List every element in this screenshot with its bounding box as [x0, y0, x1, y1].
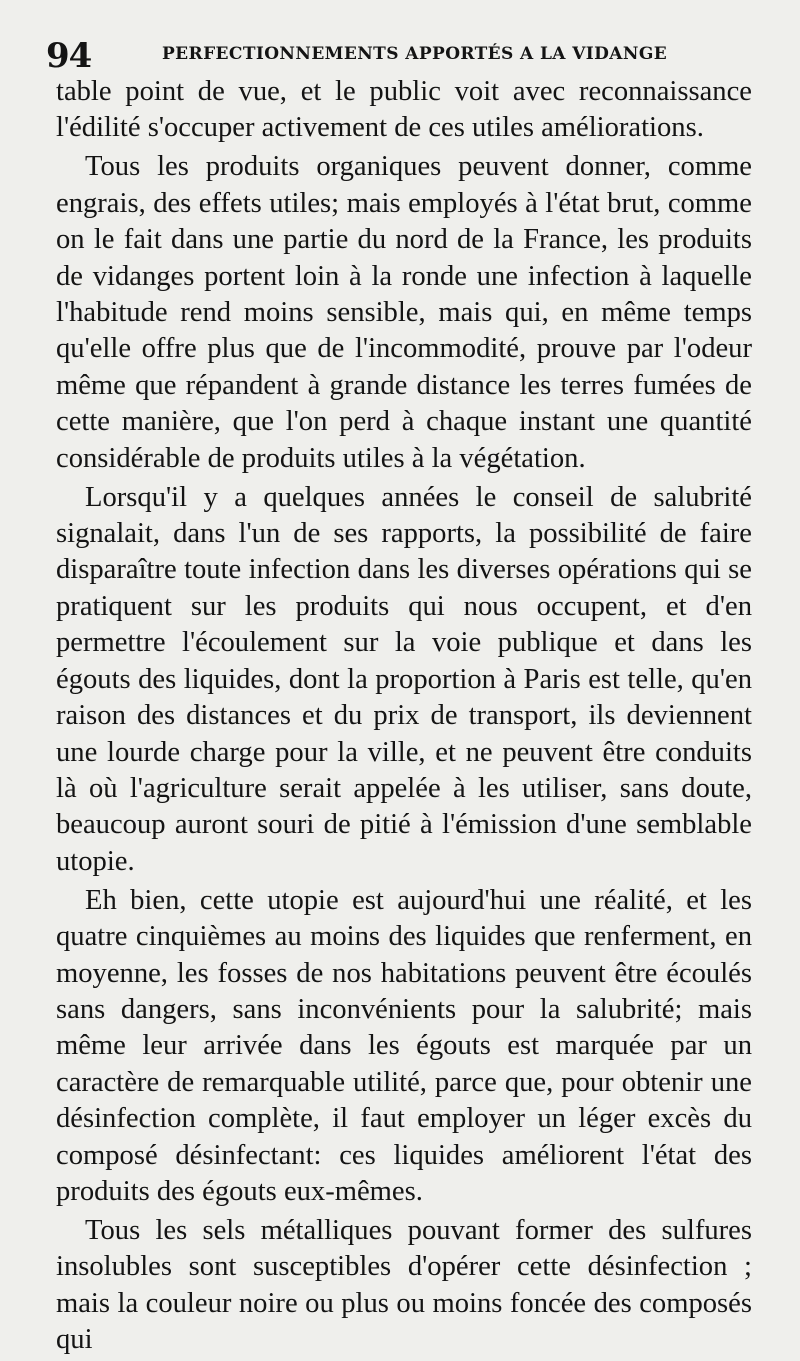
page-header	[40, 32, 752, 76]
running-head: PERFECTIONNEMENTS APPORTÉS A LA VIDANGE	[162, 44, 668, 64]
paragraph: Lorsqu'il y a quelques années le conseil de salubrité signalait, dans l'un de ses rapports, la possibilité de faire disparaître toute infection dans les diverses opérations qui se pratiquent sur les produits qui nous occupent, et d'en permettre l'écoulement sur la voie publique et dans les égouts des liquides, dont la proportion à Paris est telle, qu'en raison des distances et du prix de transport, ils deviennent une lourde charge pour la ville, et ne peuvent être conduits là où l'agriculture serait appelée à les utiliser, sans doute, beaucoup auront souri de pitié à l'émission d'une semblable utopie.	[56, 481, 752, 877]
paragraph: Tous les produits organiques peuvent donner, comme engrais, des effets utiles; mais employés à l'état brut, comme on le fait dans une partie du nord de la France, les produits de vidanges portent loin à la ronde une infection à laquelle l'habitude rend moins sensible, mais qui, en même temps qu'elle offre plus que de l'incommodité, prouve par l'odeur même que répandent à grande distance les terres fumées de cette manière, que l'on perd à chaque instant une quantité considérable de produits utiles à la végétation.	[56, 151, 752, 474]
paragraph: Tous les sels métalliques pouvant former des sulfures insolubles sont susceptibles d'opérer cette désinfection ; mais la couleur noire ou plus ou moins foncée des composés qui	[56, 1214, 752, 1356]
page-number: 94	[46, 36, 92, 76]
paragraph-continued: table point de vue, et le public voit avec reconnaissance l'édilité s'occuper activement de ces utiles améliorations.	[56, 76, 752, 144]
body-text	[56, 74, 752, 1361]
paragraph: Eh bien, cette utopie est aujourd'hui une réalité, et les quatre cinquièmes au moins des liquides que renferment, en moyenne, les fosses de nos habitations peuvent être écoulés sans dangers, sans inconvénients pour la salubrité; mais même leur arrivée dans les égouts est marquée par un caractère de remarquable utilité, parce que, pour obtenir une désinfection complète, il faut employer un léger excès du composé désinfectant: ces liquides améliorent l'état des produits des égouts eux-mêmes.	[56, 884, 752, 1207]
